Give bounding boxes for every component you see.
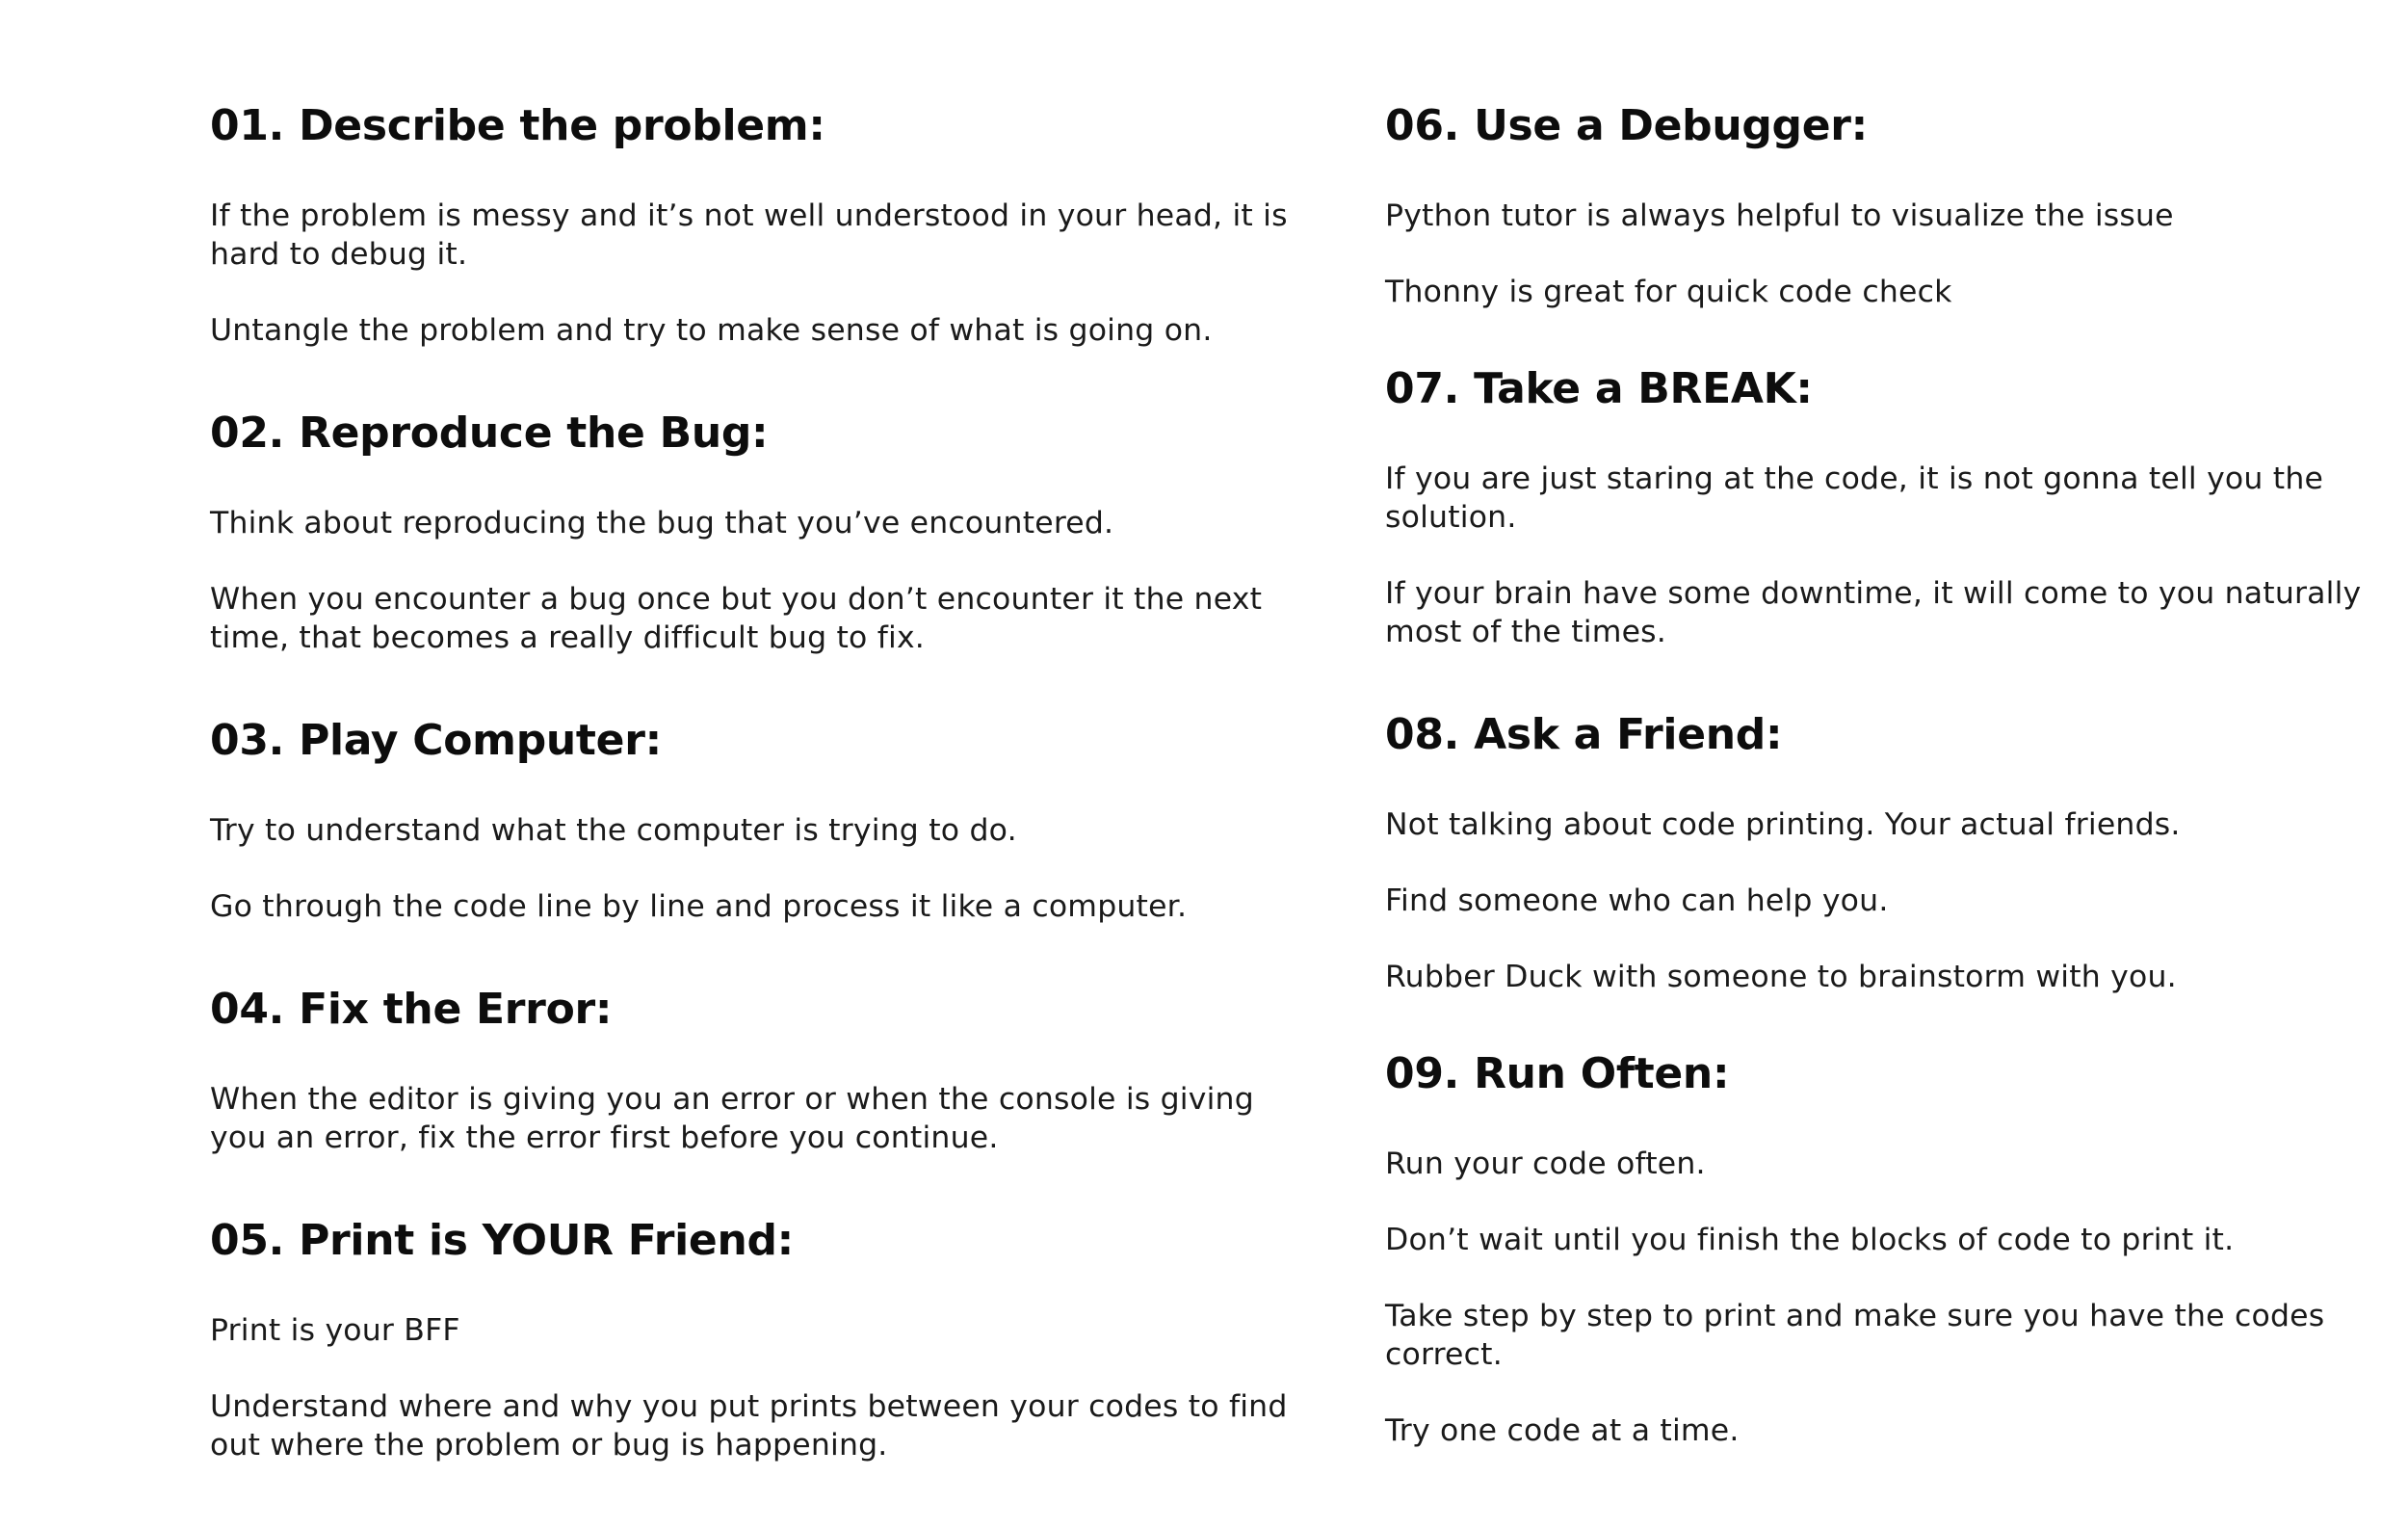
section-paragraph: Find someone who can help you.: [1385, 883, 1889, 918]
section-paragraph: When you encounter a bug once but you don’t encounter it the next time, that becomes a really difficult bug to fix.: [210, 582, 1263, 655]
right-column: [1385, 98, 2368, 1506]
section-paragraph: Python tutor is always helpful to visualize the issue: [1385, 198, 2174, 233]
section-paragraph: Go through the code line by line and process it like a computer.: [210, 889, 1188, 924]
section-paragraph: Try to understand what the computer is trying to do.: [210, 813, 1017, 848]
section-paragraph: Don’t wait until you finish the blocks of code to print it.: [1385, 1223, 2235, 1257]
section-paragraph: Thonny is great for quick code check: [1385, 275, 1952, 309]
section-heading: 03. Play Computer:: [210, 716, 662, 765]
section-reproduce-bug: [210, 406, 1308, 657]
section-paragraph: Take step by step to print and make sure you have the codes correct.: [1385, 1299, 2325, 1372]
section-heading: 08. Ask a Friend:: [1385, 710, 1783, 759]
section-paragraph: Rubber Duck with someone to brainstorm with you.: [1385, 960, 2177, 994]
section-run-often: [1385, 1046, 2368, 1450]
section-paragraph: When the editor is giving you an error or when the console is giving you an error, fix the error first before you continue.: [210, 1082, 1254, 1155]
section-heading: 02. Reproduce the Bug:: [210, 409, 769, 458]
section-paragraph: Run your code often.: [1385, 1147, 1706, 1181]
section-paragraph: If you are just staring at the code, it is not gonna tell you the solution.: [1385, 461, 2324, 535]
section-paragraph: Think about reproducing the bug that you’ve encountered.: [210, 506, 1114, 540]
section-heading: 09. Run Often:: [1385, 1049, 1730, 1098]
section-paragraph: If your brain have some downtime, it will come to you naturally most of the times.: [1385, 576, 2362, 649]
section-paragraph: Understand where and why you put prints between your codes to find out where the problem or bug is happening.: [210, 1389, 1288, 1463]
section-paragraph: Print is your BFF: [210, 1313, 460, 1348]
section-fix-error: [210, 982, 1308, 1157]
section-paragraph: Not talking about code printing. Your actual friends.: [1385, 807, 2181, 842]
section-play-computer: [210, 713, 1308, 926]
section-paragraph: Untangle the problem and try to make sense of what is going on.: [210, 313, 1213, 348]
section-print-friend: [210, 1213, 1308, 1464]
section-paragraph: If the problem is messy and it’s not well understood in your head, it is hard to debug it.: [210, 198, 1288, 272]
section-use-debugger: [1385, 98, 2368, 311]
section-heading: 07. Take a BREAK:: [1385, 364, 1813, 413]
section-describe-problem: [210, 98, 1308, 350]
section-heading: 01. Describe the problem:: [210, 101, 825, 150]
left-column: [210, 98, 1308, 1520]
section-heading: 06. Use a Debugger:: [1385, 101, 1868, 150]
section-heading: 04. Fix the Error:: [210, 985, 613, 1034]
section-paragraph: Try one code at a time.: [1385, 1413, 1740, 1448]
section-ask-friend: [1385, 707, 2368, 996]
section-heading: 05. Print is YOUR Friend:: [210, 1216, 794, 1265]
section-take-break: [1385, 361, 2368, 651]
